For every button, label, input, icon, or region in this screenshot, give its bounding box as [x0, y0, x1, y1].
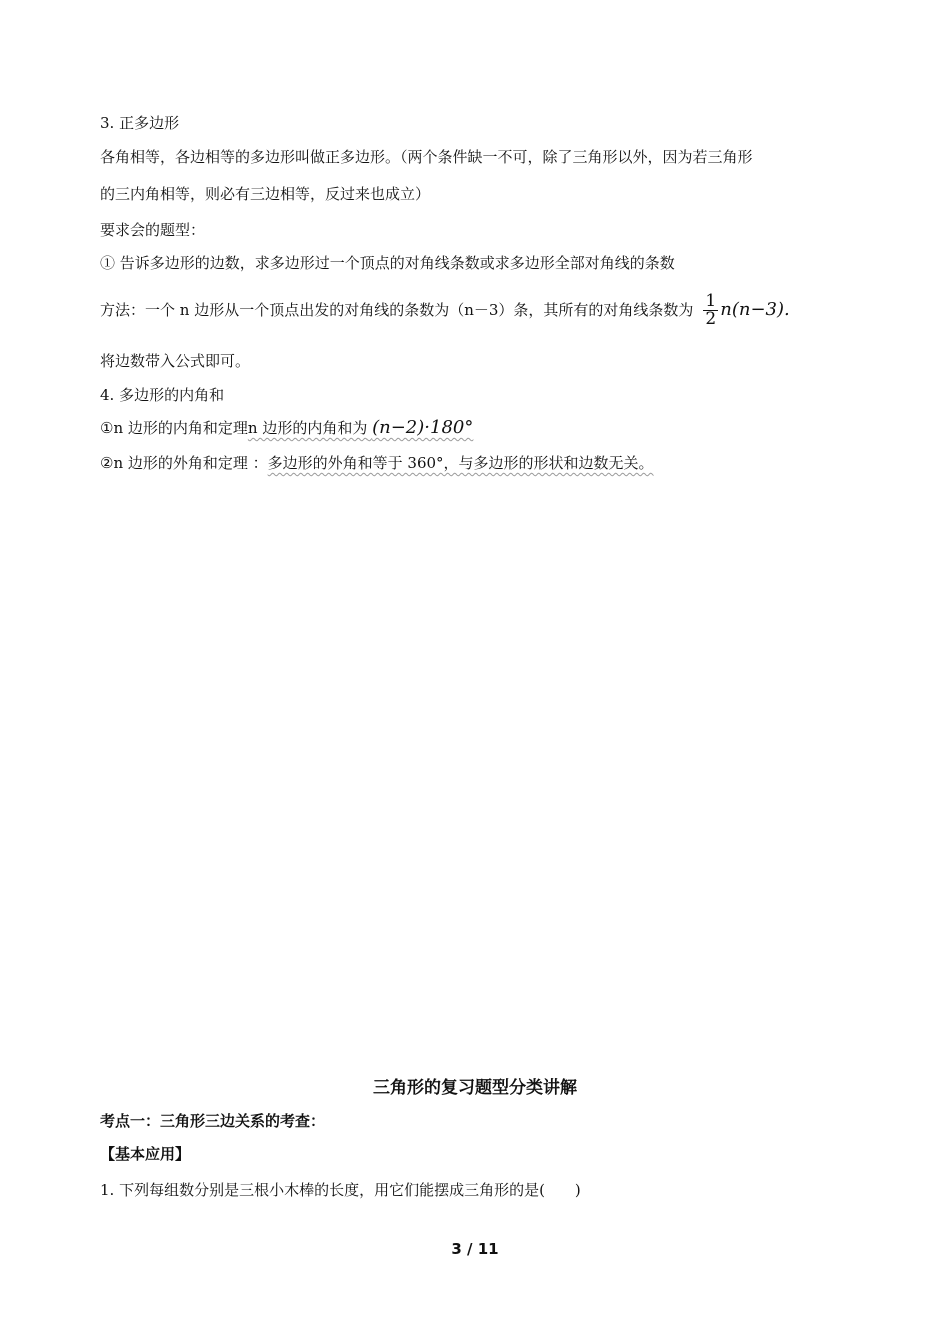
- interior-underlined: n 边形的内角和为: [247, 419, 368, 437]
- interior-statement: [248, 419, 473, 437]
- method-line: [100, 288, 790, 332]
- exterior-prefix: ②n 边形的外角和定理 ：: [100, 454, 268, 472]
- diagonal-formula: n(n−3).: [720, 299, 790, 320]
- one-half-fraction: [703, 290, 718, 329]
- page-number: 3 / 11: [451, 1240, 499, 1258]
- exterior-statement: 多边形的外角和等于 360°，与多边形的形状和边数无关。: [267, 454, 654, 472]
- interior-angle-line: [100, 417, 473, 439]
- section4-heading: 4. 多边形的内角和: [100, 386, 225, 404]
- substitute-note: 将边数带入公式即可。: [100, 352, 251, 370]
- topic-1-heading: 考点一：三角形三边关系的考查：: [100, 1112, 326, 1130]
- definition-line-1: 各角相等，各边相等的多边形叫做正多边形。（两个条件缺一不可，除了三角形以外，因为若三角形: [100, 148, 753, 166]
- question-type-1: ① 告诉多边形的边数，求多边形过一个顶点的对角线条数或求多边形全部对角线的条数: [100, 254, 675, 272]
- review-title: 三角形的复习题型分类讲解: [373, 1078, 577, 1098]
- question-1: 1. 下列每组数分别是三根小木棒的长度，用它们能摆成三角形的是( ): [100, 1181, 581, 1199]
- basic-application-label: 【基本应用】: [100, 1145, 191, 1163]
- definition-line-2: 的三内角相等，则必有三边相等，反过来也成立）: [100, 185, 431, 203]
- exterior-angle-line: [100, 452, 654, 474]
- interior-formula: (n−2)·180°: [372, 417, 474, 438]
- method-text: 方法：一个 n 边形从一个顶点出发的对角线的条数为（n－3）条，其所有的对角线条数为: [100, 301, 694, 319]
- question-types-label: 要求会的题型：: [100, 221, 206, 239]
- section3-heading: 3. 正多边形: [100, 114, 180, 132]
- fraction-denominator: 2: [705, 308, 717, 329]
- fraction-numerator: 1: [705, 290, 717, 311]
- interior-prefix: ①n 边形的内角和定理: [100, 419, 248, 437]
